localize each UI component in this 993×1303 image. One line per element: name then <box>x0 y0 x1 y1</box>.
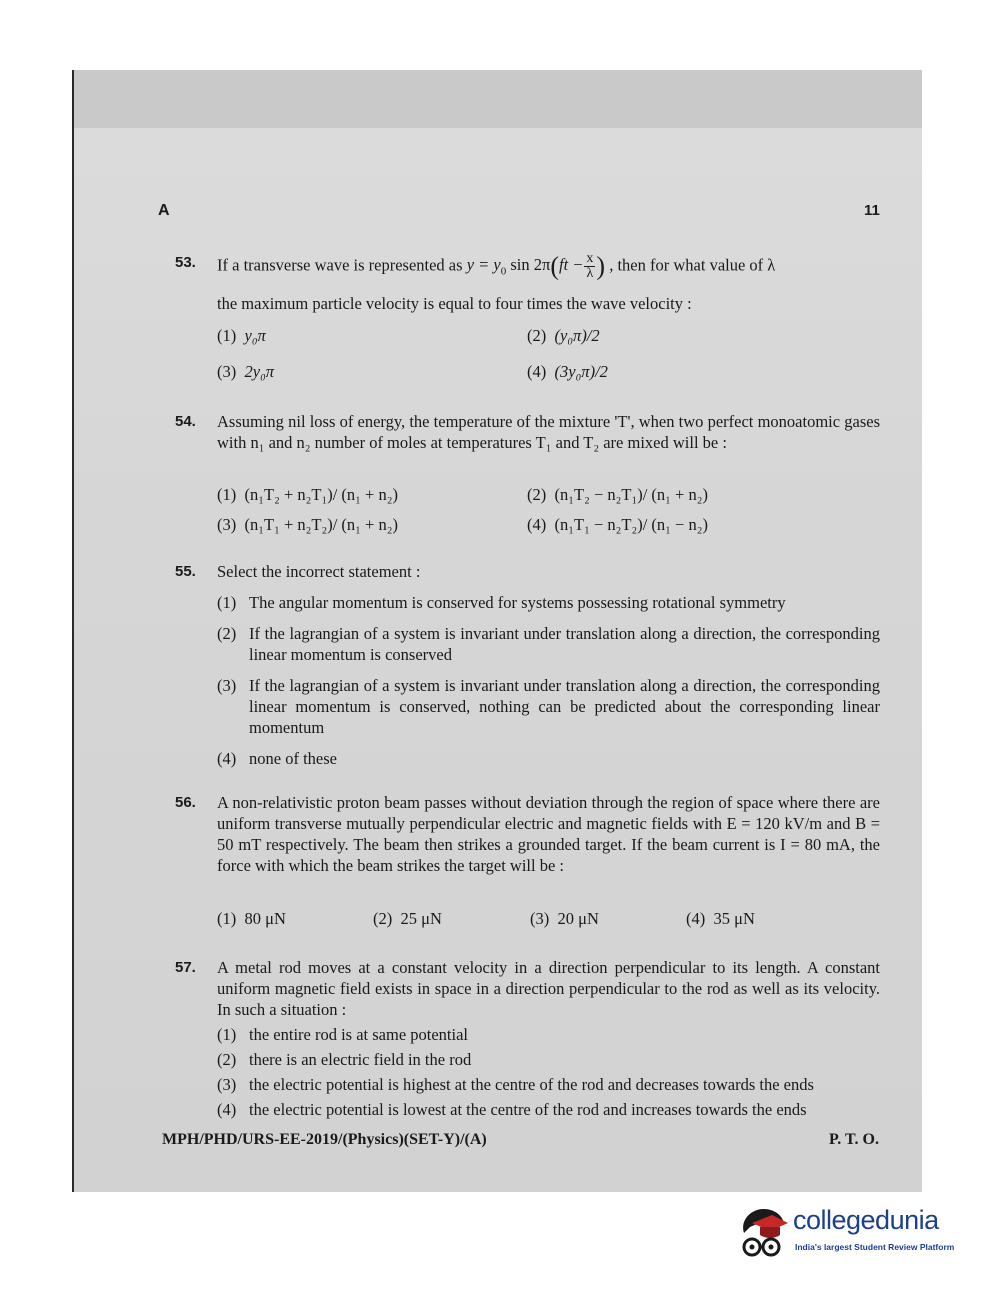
option-56-3[interactable]: (3) 20 μN <box>530 909 599 928</box>
option-54-4[interactable]: (4) (n₁T₁ − n₂T₂)/ (n₁ − n₂) <box>527 515 708 534</box>
question-text-trail: , then for what value of λ <box>609 255 776 275</box>
scan-left-edge <box>72 70 74 1192</box>
question-53 <box>175 252 880 314</box>
question-text: Select the incorrect statement : <box>217 562 421 581</box>
question-text <box>217 252 880 283</box>
option-54-1[interactable]: (1) (n₁T₂ + n₂T₁)/ (n₁ + n₂) <box>217 485 398 504</box>
option-55-2[interactable]: (2) If the lagrangian of a system is invariant under translation along a direction, the corresponding linear momentum is conserved <box>217 624 880 664</box>
question-number: 55. <box>175 563 196 580</box>
scan-top-band <box>72 70 922 128</box>
option-56-1[interactable]: (1) 80 μN <box>217 909 286 928</box>
question-text: A metal rod moves at a constant velocity in a direction perpendicular to its length. A constant uniform magnetic field exists in space in a direction perpendicular to the rod as well as its velocity. In such a situation : <box>217 958 880 1019</box>
wave-equation: $y = y_0$ sin 2π(ft − $\frac{x}{\lambda}$ ) <box>466 251 606 281</box>
question-number: 53. <box>175 254 196 271</box>
question-55 <box>175 561 880 769</box>
page-number: 11 <box>864 202 880 219</box>
question-57 <box>175 957 880 1120</box>
question-number: 56. <box>175 794 196 811</box>
mascot-icon <box>738 1203 792 1259</box>
question-text: A non-relativistic proton beam passes without deviation through the region of space where there are uniform transverse mutually perpendicular electric and magnetic fields with E = 120 kV/m and B = 50 mT respectively. The beam then strikes a grounded target. If the beam current is I = 80 mA, the force with which the beam strikes the target will be : <box>217 793 880 875</box>
option-54-3[interactable]: (3) (n₁T₁ + n₂T₂)/ (n₁ + n₂) <box>217 515 398 534</box>
paper-code: MPH/PHD/URS-EE-2019/(Physics)(SET-Y)/(A) <box>162 1131 487 1148</box>
question-text: Assuming nil loss of energy, the temperature of the mixture 'T', when two perfect monoatomic gases with n₁ and n₂ number of moles at temperatures T₁ and T₂ are mixed will be : <box>217 412 880 452</box>
option-53-1[interactable]: (1) y₀π <box>217 326 266 345</box>
option-57-1[interactable]: (1) the entire rod is at same potential <box>217 1025 469 1044</box>
option-53-4[interactable]: (4) (3y₀π)/2 <box>527 362 608 381</box>
option-57-2[interactable]: (2) there is an electric field in the rod <box>217 1050 472 1069</box>
option-55-1[interactable]: (1) The angular momentum is conserved for systems possessing rotational symmetry <box>217 593 786 612</box>
option-56-2[interactable]: (2) 25 μN <box>373 909 442 928</box>
question-54 <box>175 411 880 453</box>
option-57-3[interactable]: (3) the electric potential is highest at the centre of the rod and decreases towards the ends <box>217 1075 814 1094</box>
logo-wordmark: collegedunia <box>793 1205 939 1235</box>
option-56-4[interactable]: (4) 35 μN <box>686 909 755 928</box>
set-letter: A <box>158 202 170 219</box>
question-number: 54. <box>175 413 196 430</box>
question-text-line2: the maximum particle velocity is equal to four times the wave velocity : <box>217 293 692 313</box>
option-53-2[interactable]: (2) (y₀π)/2 <box>527 326 600 345</box>
question-56 <box>175 792 880 876</box>
page-turn-over: P. T. O. <box>829 1131 879 1148</box>
collegedunia-logo[interactable] <box>738 1203 968 1263</box>
question-number: 57. <box>175 959 196 976</box>
option-55-4[interactable]: (4) none of these <box>217 749 337 768</box>
option-54-2[interactable]: (2) (n₁T₂ − n₂T₁)/ (n₁ + n₂) <box>527 485 708 504</box>
logo-tagline: India's largest Student Review Platform <box>795 1242 955 1252</box>
question-text-lead: If a transverse wave is represented as <box>217 255 463 275</box>
option-57-4[interactable]: (4) the electric potential is lowest at the centre of the rod and increases towards the ends <box>217 1100 807 1119</box>
fraction: $\frac{x}{\lambda}$ <box>586 251 594 281</box>
option-53-3[interactable]: (3) 2y₀π <box>217 362 275 381</box>
option-55-3[interactable]: (3) If the lagrangian of a system is invariant under translation along a direction, the corresponding linear momentum is conserved, nothing can be predicted about the corresponding linear momentum <box>217 676 880 737</box>
